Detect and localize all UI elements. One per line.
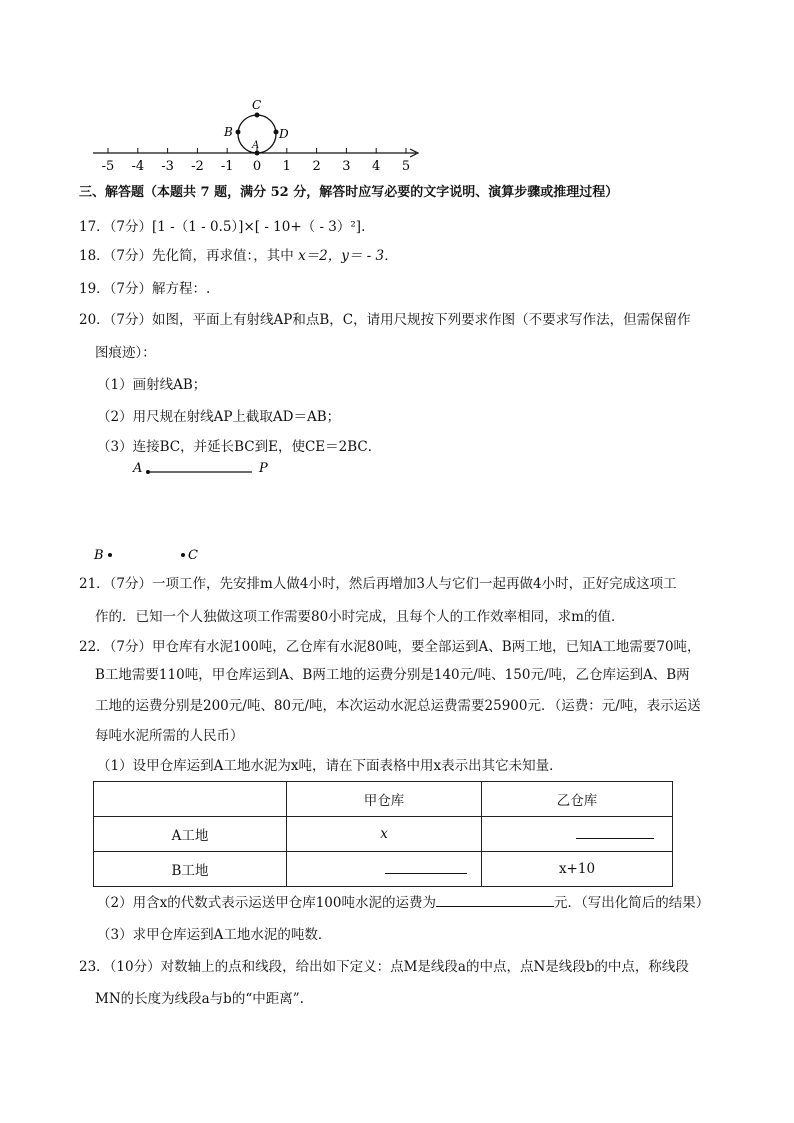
question-21-line-2: 作的．已知一个人独做这项工作需要80小时完成，且每个人的工作效率相同，求m的值．	[95, 609, 625, 625]
table-row	[94, 782, 673, 817]
answer-blank	[436, 894, 554, 907]
point-b-dot	[236, 130, 241, 135]
table-row-label-b: B工地	[94, 852, 287, 887]
question-22-step-3: （3）求甲仓库运到A工地水泥的吨数．	[97, 927, 332, 943]
point-c-label: C	[188, 548, 198, 563]
table-cell-b-jia-blank	[287, 852, 482, 887]
table-cell-a-yi-blank	[482, 817, 673, 852]
question-23-line-1: 23．（10分）对数轴上的点和线段，给出如下定义：点M是线段a的中点，点N是线段b的中点，称线段	[79, 959, 689, 975]
question-20-step-3: （3）连接BC，并延长BC到E，使CE＝2BC．	[97, 439, 382, 455]
point-b	[108, 553, 112, 557]
answer-blank	[385, 861, 467, 874]
question-20-step-2: （2）用尺规在射线AP上截取AD＝AB；	[97, 409, 341, 425]
label-d: D	[279, 127, 289, 141]
section-three-heading: 三、解答题（本题共 7 题，满分 52 分，解答时应写必要的文字说明、演算步骤或推理过程）	[79, 185, 619, 200]
question-22-line-2: B工地需要110吨，甲仓库运到A、B两工地的运费分别是140元/吨、150元/吨，乙仓库运到A、B两	[95, 667, 690, 683]
number-line-tick-label: -2	[191, 159, 204, 174]
question-18-text: 18．（7分）先化简，再求值：，其中	[79, 248, 299, 264]
ray-figure	[125, 456, 285, 480]
question-20-line-1: 20．（7分）如图，平面上有射线AP和点B，C，请用尺规按下列要求作图（不要求写作法，但需保留作	[79, 312, 691, 328]
question-18-condition: x＝2，y＝ - 3．	[298, 248, 398, 264]
question-21-line-1: 21．（7分）一项工作，先安排m人做4小时，然后再增加3人与它们一起再做4小时，正好完成这项工	[79, 576, 677, 592]
number-line-tick-label: 4	[372, 159, 381, 174]
number-line-tick-label: -4	[131, 159, 145, 174]
table-cell-a-jia: x	[287, 817, 482, 852]
ray-label-a: A	[133, 461, 143, 476]
question-17: 17．（7分）[1 -（1 - 0.5）]×[ - 10+（ - 3）²].	[79, 219, 366, 235]
label-b: B	[224, 125, 233, 139]
number-line-tick-label: 0	[252, 159, 262, 174]
question-22-line-1: 22．（7分）甲仓库有水泥100吨，乙仓库有水泥80吨，要全部运到A、B两工地，已知A工地需要70吨，	[79, 639, 701, 655]
table-row-label-a: A工地	[94, 817, 287, 852]
number-line-tick-label: -3	[161, 159, 174, 174]
question-22-step-2-suffix: 元．（写出化简后的结果）	[553, 895, 710, 911]
question-22-line-3: 工地的运费分别是200元/吨、80元/吨，本次运动水泥总运费需要25900元．（运费：元/吨，表示运送	[95, 698, 701, 714]
point-c-dot	[255, 113, 260, 118]
question-22-step-2-text: （2）用含x的代数式表示运送甲仓库100吨水泥的运费为	[97, 895, 436, 911]
label-c: C	[252, 98, 262, 112]
question-20-line-2: 图痕迹）：	[95, 345, 156, 361]
table-row	[94, 852, 673, 887]
number-line-tick-label: 1	[282, 159, 291, 174]
number-line-tick-label: -5	[101, 159, 115, 174]
points-b-c-figure	[90, 543, 220, 565]
ray-label-p: P	[259, 461, 268, 476]
question-20-step-1: （1）画射线AB；	[97, 377, 207, 393]
point-c	[181, 553, 185, 557]
table-header-warehouse-jia: 甲仓库	[287, 782, 482, 817]
question-22-line-4: 每吨水泥所需的人民币）	[95, 728, 244, 744]
number-line-tick-label: 3	[342, 159, 351, 174]
number-line-tick-label: -1	[220, 159, 234, 174]
number-line-tick-label: 5	[401, 159, 411, 174]
table-cell	[94, 782, 287, 817]
label-a: A	[252, 140, 260, 151]
table-cell-b-yi: x+10	[482, 852, 673, 887]
question-19: 19．（7分）解方程：.	[79, 281, 211, 297]
question-18	[79, 247, 398, 265]
question-23-line-2: MN的长度为线段a与b的“中距离”.	[95, 991, 304, 1007]
point-d-dot	[274, 130, 279, 135]
question-22-step-2	[97, 894, 709, 912]
number-line-tick-label: 2	[312, 159, 321, 174]
table-header-warehouse-yi: 乙仓库	[482, 782, 673, 817]
table-row	[94, 817, 673, 852]
point-a-dot	[255, 151, 260, 156]
point-b-label: B	[94, 548, 104, 563]
cement-table	[93, 781, 673, 887]
number-line-figure	[88, 94, 428, 174]
question-22-step-1: （1）设甲仓库运到A工地水泥为x吨，请在下面表格中用x表示出其它未知量．	[97, 758, 563, 774]
answer-blank	[576, 826, 654, 839]
